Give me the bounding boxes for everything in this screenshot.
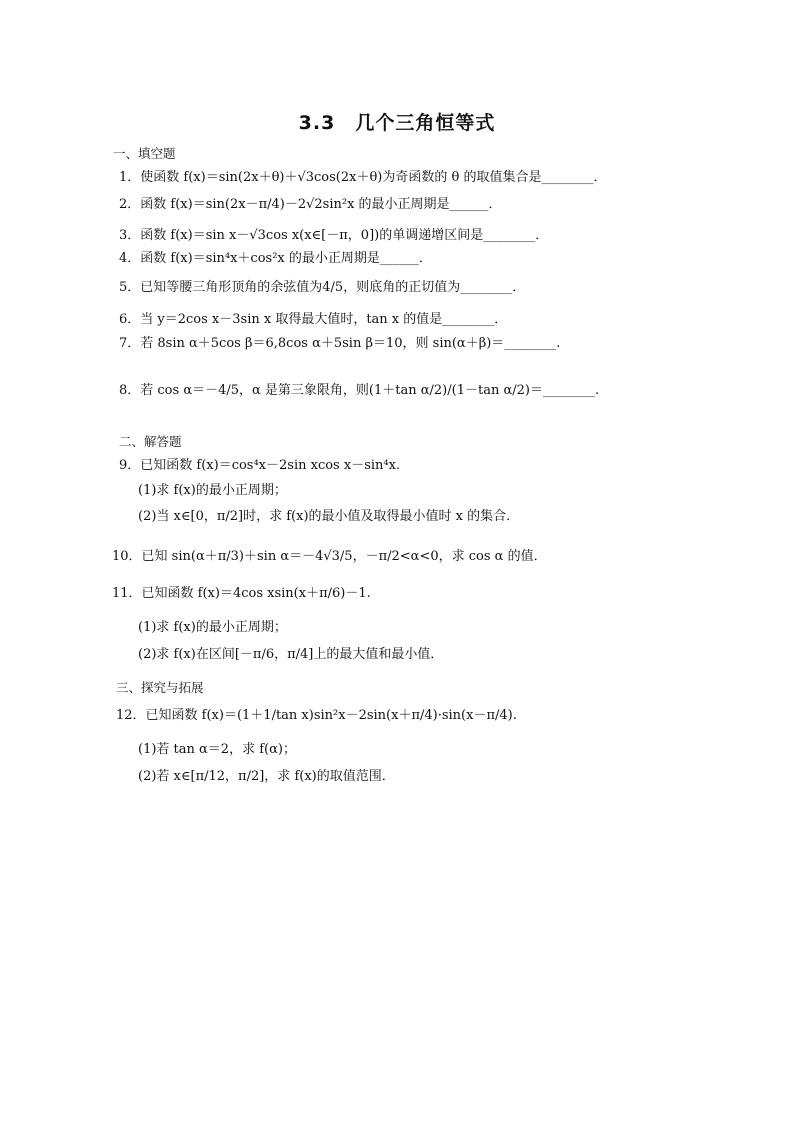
section-heading-answer: 二、解答题 (119, 434, 182, 449)
question-4: 4．函数 f(x)＝sin⁴x＋cos²x 的最小正周期是______． (119, 251, 432, 266)
question-9: 9．已知函数 f(x)＝cos⁴x－2sin xcos x－sin⁴x. (119, 458, 401, 473)
question-10: 10．已知 sin(α＋π/3)＋sin α＝－4√3/5，－π/2<α<0，求 cos α 的值． (112, 549, 547, 564)
question-11: 11．已知函数 f(x)＝4cos xsin(x＋π/6)－1. (112, 586, 371, 601)
question-11-part-2: (2)求 f(x)在区间[－π/6，π/4]上的最大值和最小值． (138, 647, 444, 662)
question-9-part-2: (2)当 x∈[0，π/2]时，求 f(x)的最小值及取得最小值时 x 的集合． (138, 509, 520, 524)
question-5: 5．已知等腰三角形顶角的余弦值为4/5，则底角的正切值为________． (119, 280, 526, 295)
question-7: 7．若 8sin α＋5cos β＝6,8cos α＋5sin β＝10，则 sin(α＋β)＝________. (119, 336, 561, 351)
question-6: 6．当 y＝2cos x－3sin x 取得最大值时，tan x 的值是________． (119, 312, 508, 327)
question-11-part-1: (1)求 f(x)的最小正周期； (138, 620, 287, 635)
question-9-part-1: (1)求 f(x)的最小正周期； (138, 483, 287, 498)
question-8: 8．若 cos α＝－4/5，α 是第三象限角，则(1＋tan α/2)/(1－tan α/2)＝________. (119, 383, 600, 398)
section-heading-explore: 三、探究与拓展 (116, 680, 204, 695)
question-3: 3．函数 f(x)＝sin x－√3cos x(x∈[－π，0])的单调递增区间是________． (119, 228, 549, 243)
page-title: 3.3 几个三角恒等式 (298, 112, 496, 134)
question-12: 12．已知函数 f(x)＝(1＋1/tan x)sin²x－2sin(x＋π/4)·sin(x－π/4). (116, 708, 517, 723)
question-12-part-1: (1)若 tan α＝2，求 f(α)； (138, 742, 296, 757)
question-1: 1．使函数 f(x)＝sin(2x＋θ)＋√3cos(2x＋θ)为奇函数的 θ 的取值集合是________． (119, 170, 607, 185)
question-12-part-2: (2)若 x∈[π/12，π/2]，求 f(x)的取值范围． (138, 769, 395, 784)
question-2: 2．函数 f(x)＝sin(2x－π/4)－2√2sin²x 的最小正周期是______． (119, 197, 502, 212)
section-heading-fill-in: 一、填空题 (113, 146, 176, 161)
